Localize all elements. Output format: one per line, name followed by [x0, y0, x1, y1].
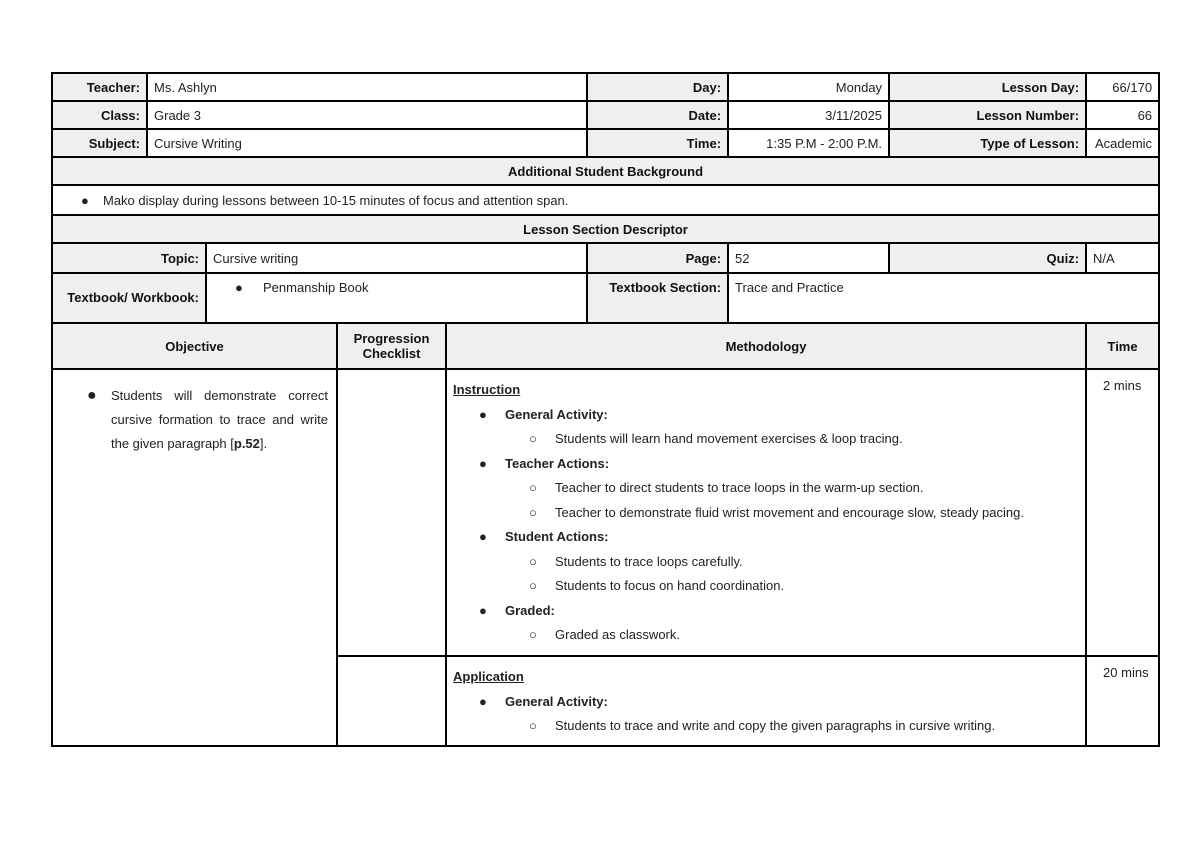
instruction-time: 2 mins — [1086, 369, 1159, 656]
bullet-icon: ● — [87, 387, 97, 404]
list-item: ○ Teacher to direct students to trace loops in the warm-up section. — [453, 476, 1079, 501]
lesson-day-value: 66/170 — [1086, 73, 1159, 101]
bullet-icon: ● — [81, 192, 89, 208]
page-value: 52 — [728, 243, 889, 273]
textbook-row — [52, 273, 587, 323]
application-title: Application — [453, 669, 524, 684]
list-item: ● General Activity: — [453, 403, 1079, 428]
application-time: 20 mins — [1086, 656, 1159, 746]
circle-bullet-icon: ○ — [529, 431, 537, 446]
quiz-value: N/A — [1086, 243, 1159, 273]
textbook-value: ● Penmanship Book — [206, 274, 586, 322]
topic-label: Topic: — [53, 244, 206, 272]
circle-bullet-icon: ○ — [529, 627, 537, 642]
topic-value: Cursive writing — [206, 244, 586, 272]
time-header: Time — [1086, 323, 1159, 369]
circle-bullet-icon: ○ — [529, 504, 537, 520]
objective-header: Objective — [52, 323, 337, 369]
teacher-label: Teacher: — [52, 73, 147, 101]
subject-label: Subject: — [52, 129, 147, 157]
list-item: ● Student Actions: — [453, 525, 1079, 550]
bullet-icon: ● — [479, 602, 487, 618]
bullet-icon: ● — [235, 280, 243, 295]
section-value: Trace and Practice — [728, 273, 1159, 323]
class-label: Class: — [52, 101, 147, 129]
list-item: ● Teacher Actions: — [453, 452, 1079, 477]
teacher-value: Ms. Ashlyn — [147, 73, 587, 101]
list-item: ○ Students to focus on hand coordination. — [453, 574, 1079, 599]
page-label: Page: — [587, 243, 728, 273]
subject-value: Cursive Writing — [147, 129, 587, 157]
instruction-title: Instruction — [453, 382, 521, 397]
progression-cell-instruction — [337, 369, 446, 656]
circle-bullet-icon: ○ — [529, 718, 537, 733]
class-value: Grade 3 — [147, 101, 587, 129]
list-item: ○ Students to trace and write and copy the given paragraphs in cursive writing. — [453, 714, 1079, 739]
type-label: Type of Lesson: — [889, 129, 1086, 157]
quiz-label: Quiz: — [889, 243, 1086, 273]
date-value: 3/11/2025 — [728, 101, 889, 129]
bullet-icon: ● — [479, 529, 487, 544]
list-item: ○ Graded as classwork. — [453, 623, 1079, 648]
circle-bullet-icon: ○ — [529, 578, 537, 593]
instruction-cell — [446, 369, 1086, 656]
background-title: Additional Student Background — [52, 157, 1159, 185]
bullet-icon: ● — [479, 693, 487, 709]
list-item: ○ Students to trace loops carefully. — [453, 550, 1079, 575]
circle-bullet-icon: ○ — [529, 480, 537, 495]
objective-cell — [52, 369, 337, 746]
bullet-icon: ● — [479, 406, 487, 422]
lesson-plan-table — [51, 72, 1160, 747]
circle-bullet-icon: ○ — [529, 553, 537, 569]
day-value: Monday — [728, 73, 889, 101]
background-item: ● Mako display during lessons between 10-15 minutes of focus and attention span. — [52, 185, 1159, 215]
objective-text: Students will demonstrate correct cursive formation to trace and write the given paragraph [p.52]. — [111, 388, 328, 451]
application-cell — [446, 656, 1086, 746]
list-item: ○ Teacher to demonstrate fluid wrist movement and encourage slow, steady pacing. — [453, 501, 1079, 526]
bullet-icon: ● — [479, 455, 487, 471]
lesson-number-value: 66 — [1086, 101, 1159, 129]
time-label: Time: — [587, 129, 728, 157]
lesson-number-label: Lesson Number: — [889, 101, 1086, 129]
lesson-day-label: Lesson Day: — [889, 73, 1086, 101]
descriptor-title: Lesson Section Descriptor — [52, 215, 1159, 243]
list-item: ○ Students will learn hand movement exercises & loop tracing. — [453, 427, 1079, 452]
section-label: Textbook Section: — [587, 273, 728, 323]
list-item: ● General Activity: — [453, 690, 1079, 715]
date-label: Date: — [587, 101, 728, 129]
day-label: Day: — [587, 73, 728, 101]
list-item: ● Graded: — [453, 599, 1079, 624]
type-value: Academic — [1086, 129, 1159, 157]
topic-row — [52, 243, 587, 273]
time-value: 1:35 P.M - 2:00 P.M. — [728, 129, 889, 157]
progression-cell-application — [337, 656, 446, 746]
textbook-label: Textbook/ Workbook: — [53, 274, 206, 322]
methodology-header: Methodology — [446, 323, 1086, 369]
progression-header: Progression Checklist — [337, 323, 446, 369]
